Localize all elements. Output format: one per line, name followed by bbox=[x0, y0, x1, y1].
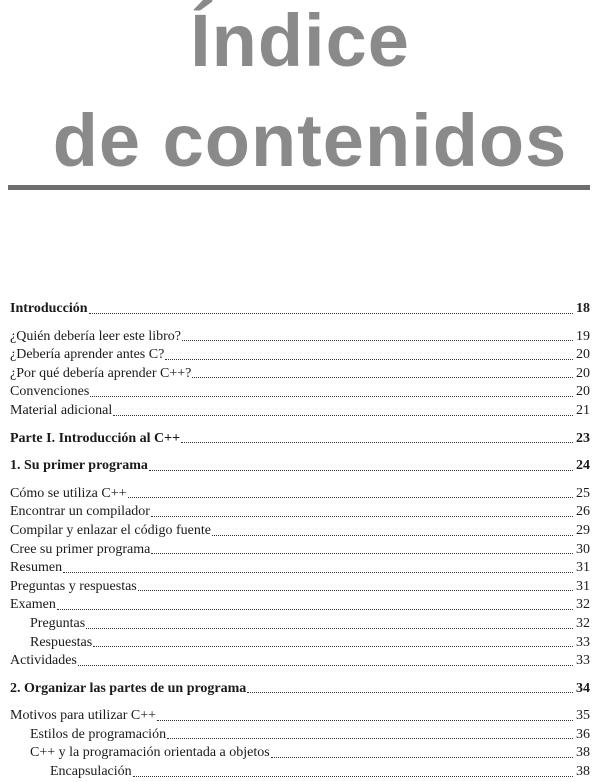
toc-dot-leader bbox=[128, 496, 573, 498]
toc-entry-title: C++ y la programación orientada a objetos bbox=[30, 745, 270, 761]
toc-dot-leader bbox=[192, 376, 573, 378]
title-divider bbox=[8, 185, 590, 190]
toc-entry-title: ¿Quién debería leer este libro? bbox=[10, 328, 182, 344]
toc-entry-title: ¿Debería aprender antes C? bbox=[10, 347, 165, 363]
toc-entry-page: 31 bbox=[576, 560, 590, 576]
toc-dot-leader bbox=[182, 339, 573, 341]
toc-entry[interactable] bbox=[10, 541, 590, 560]
toc-entry-title: ¿Por qué debería aprender C++? bbox=[10, 365, 192, 381]
toc-entry[interactable] bbox=[10, 763, 590, 782]
toc-entry[interactable] bbox=[10, 402, 590, 421]
toc-entry-title: Estilos de programación bbox=[30, 726, 167, 742]
toc-entry[interactable] bbox=[10, 430, 590, 449]
toc-dot-leader bbox=[165, 358, 573, 360]
toc-entry-page: 35 bbox=[576, 708, 590, 724]
toc-entry-title: Material adicional bbox=[10, 402, 113, 418]
toc-dot-leader bbox=[138, 589, 573, 591]
toc-entry-page: 19 bbox=[576, 328, 590, 344]
toc-entry[interactable] bbox=[10, 634, 590, 653]
toc-entry-page: 33 bbox=[576, 653, 590, 669]
toc-entry-page: 32 bbox=[576, 597, 590, 613]
toc-entry-title: Cómo se utiliza C++ bbox=[10, 485, 127, 501]
toc-entry[interactable] bbox=[10, 485, 590, 504]
toc-entry[interactable] bbox=[10, 457, 590, 476]
toc-dot-leader bbox=[157, 719, 573, 721]
toc-entry[interactable] bbox=[10, 522, 590, 541]
toc-dot-leader bbox=[113, 414, 573, 416]
toc-entry-page: 29 bbox=[576, 522, 590, 538]
toc-entry-page: 18 bbox=[576, 301, 590, 316]
toc-dot-leader bbox=[149, 469, 573, 471]
toc-dot-leader bbox=[89, 312, 573, 314]
toc-entry[interactable] bbox=[10, 300, 590, 319]
toc-dot-leader bbox=[133, 775, 573, 777]
toc-entry-page: 26 bbox=[576, 504, 590, 520]
toc-entry-page: 30 bbox=[576, 541, 590, 557]
toc-entry-title: 2. Organizar las partes de un programa bbox=[10, 680, 247, 696]
page-title-line-2: de contenidos bbox=[52, 99, 568, 182]
toc-entry-title: Introducción bbox=[10, 301, 88, 316]
toc-entry-page: 38 bbox=[576, 764, 590, 780]
toc-entry-title: Cree su primer programa bbox=[10, 541, 151, 557]
toc-entry-page: 24 bbox=[576, 458, 590, 474]
toc-entry-title: Encapsulación bbox=[50, 764, 132, 780]
toc-entry[interactable] bbox=[10, 652, 590, 671]
toc-entry-title: Actividades bbox=[10, 653, 77, 669]
toc-entry-title: Parte I. Introducción al C++ bbox=[10, 430, 181, 446]
toc-dot-leader bbox=[151, 515, 573, 517]
toc-entry-page: 20 bbox=[576, 365, 590, 381]
toc-entry-page: 25 bbox=[576, 485, 590, 501]
toc-entry-page: 33 bbox=[576, 634, 590, 650]
toc-entry-page: 32 bbox=[576, 615, 590, 631]
toc-entry[interactable] bbox=[10, 680, 590, 699]
toc-dot-leader bbox=[181, 441, 573, 443]
toc-dot-leader bbox=[78, 664, 573, 666]
toc-entry[interactable] bbox=[10, 503, 590, 522]
toc-entry[interactable] bbox=[10, 383, 590, 402]
toc-entry[interactable] bbox=[10, 744, 590, 763]
toc-dot-leader bbox=[57, 608, 573, 610]
page-title-line-1: Índice bbox=[190, 0, 410, 82]
toc-entry-title: Compilar y enlazar el código fuente bbox=[10, 522, 211, 538]
toc-entry[interactable] bbox=[10, 365, 590, 384]
table-of-contents bbox=[10, 300, 590, 782]
toc-entry-title: Convenciones bbox=[10, 384, 90, 400]
toc-entry-title: Preguntas y respuestas bbox=[10, 578, 137, 594]
toc-entry-page: 34 bbox=[576, 680, 590, 696]
toc-entry-title: Examen bbox=[10, 597, 56, 613]
toc-entry-page: 38 bbox=[576, 745, 590, 761]
toc-dot-leader bbox=[86, 627, 573, 629]
toc-entry[interactable] bbox=[10, 726, 590, 745]
toc-entry-title: Preguntas bbox=[30, 615, 86, 631]
toc-entry-title: 1. Su primer programa bbox=[10, 458, 148, 474]
toc-entry[interactable] bbox=[10, 346, 590, 365]
toc-entry[interactable] bbox=[10, 596, 590, 615]
toc-entry[interactable] bbox=[10, 615, 590, 634]
toc-dot-leader bbox=[63, 571, 573, 573]
toc-entry-page: 31 bbox=[576, 578, 590, 594]
toc-dot-leader bbox=[212, 534, 573, 536]
toc-entry-title: Resumen bbox=[10, 560, 63, 576]
toc-entry-page: 36 bbox=[576, 726, 590, 742]
toc-entry-title: Encontrar un compilador bbox=[10, 504, 150, 520]
toc-entry-title: Respuestas bbox=[30, 634, 93, 650]
toc-dot-leader bbox=[90, 395, 573, 397]
toc-entry[interactable] bbox=[10, 328, 590, 347]
toc-dot-leader bbox=[93, 645, 573, 647]
toc-entry-title: Motivos para utilizar C++ bbox=[10, 708, 157, 724]
toc-dot-leader bbox=[247, 691, 573, 693]
toc-entry-page: 20 bbox=[576, 384, 590, 400]
toc-entry-page: 21 bbox=[576, 402, 590, 418]
toc-entry[interactable] bbox=[10, 578, 590, 597]
toc-entry-page: 23 bbox=[576, 430, 590, 446]
toc-entry[interactable] bbox=[10, 707, 590, 726]
toc-entry[interactable] bbox=[10, 559, 590, 578]
toc-dot-leader bbox=[151, 552, 573, 554]
toc-dot-leader bbox=[167, 737, 573, 739]
toc-dot-leader bbox=[271, 756, 573, 758]
toc-entry-page: 20 bbox=[576, 347, 590, 363]
